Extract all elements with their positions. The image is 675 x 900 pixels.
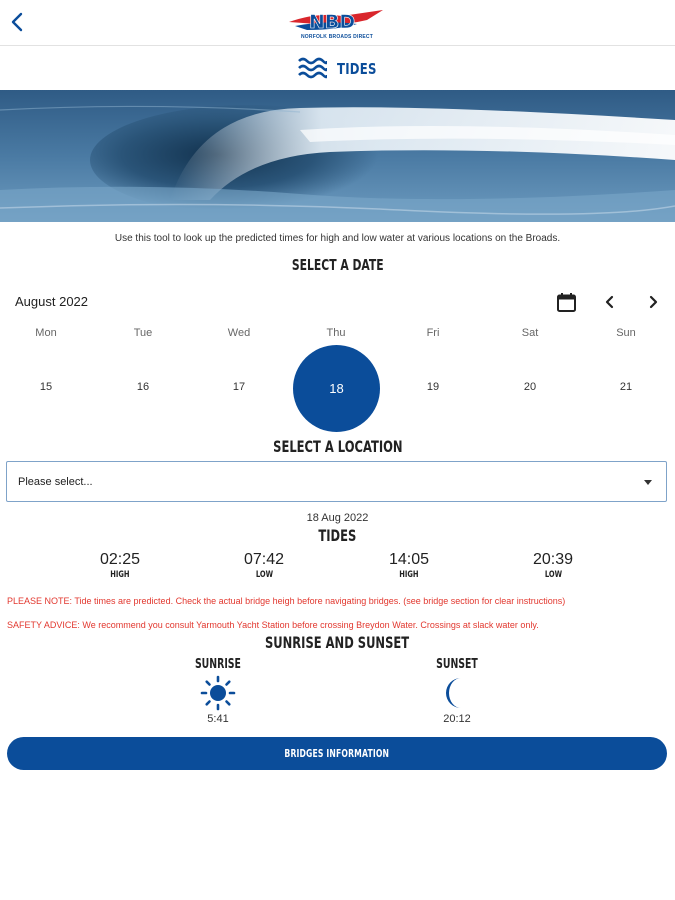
tide-type: LOW — [255, 570, 273, 580]
tides-heading: TIDES — [318, 526, 357, 545]
tide-entry — [508, 551, 598, 580]
weekday-label: Wed — [227, 327, 251, 339]
tide-time: 14:05 — [388, 551, 430, 568]
weekday-label: Fri — [426, 327, 440, 339]
weekday-label: Sun — [616, 327, 636, 339]
page-title: TIDES — [337, 60, 377, 78]
please-note-text: PLEASE NOTE: Tide times are predicted. Check the actual bridge heigh before navigating bridges. (see bridge section for clear instructions) — [7, 596, 566, 606]
sun-icon — [200, 675, 236, 711]
location-select[interactable] — [6, 461, 667, 502]
calendar-day[interactable]: 19 — [426, 381, 440, 393]
tide-entry — [364, 551, 454, 580]
next-week-icon[interactable] — [645, 293, 661, 311]
calendar-day[interactable]: 20 — [523, 381, 537, 393]
location-select-value: Please select... — [18, 476, 93, 488]
sunrise-label: SUNRISE — [194, 657, 241, 672]
calendar-icon[interactable] — [556, 292, 577, 313]
intro-text: Use this tool to look up the predicted times for high and low water at various locations on the Broads. — [114, 233, 561, 244]
safety-advice-text: SAFETY ADVICE: We recommend you consult Yarmouth Yacht Station before crossing Breydon Water. Crossings at slack water only. — [7, 620, 539, 630]
logo-mark — [287, 6, 387, 36]
dropdown-caret-icon — [644, 480, 652, 485]
weekday-label: Thu — [326, 327, 346, 339]
tide-entry — [75, 551, 165, 580]
calendar-day[interactable]: 15 — [39, 381, 53, 393]
logo-text: NORFOLK BROADS DIRECT — [301, 34, 373, 40]
sunset-label: SUNSET — [436, 657, 478, 672]
svg-text:NBD: NBD — [309, 11, 356, 33]
tide-time: 20:39 — [532, 551, 574, 568]
calendar-day-selected[interactable]: 18 — [293, 345, 380, 432]
sunset-block — [412, 657, 502, 725]
weekday-label: Mon — [35, 327, 57, 339]
select-date-heading: SELECT A DATE — [291, 256, 384, 274]
tide-type: LOW — [544, 570, 562, 580]
tide-entry — [219, 551, 309, 580]
sunrise-block — [173, 657, 263, 725]
sunrise-time: 5:41 — [207, 713, 229, 725]
tide-type: HIGH — [399, 570, 419, 580]
calendar-day[interactable]: 21 — [619, 381, 633, 393]
bridges-information-button[interactable]: BRIDGES INFORMATION — [7, 737, 667, 770]
weekday-label: Tue — [133, 327, 153, 339]
sunset-time: 20:12 — [443, 713, 471, 725]
tide-type: HIGH — [110, 570, 130, 580]
tide-time: 07:42 — [243, 551, 285, 568]
tide-time: 02:25 — [99, 551, 141, 568]
waves-icon — [297, 56, 327, 82]
sunrise-sunset-heading: SUNRISE AND SUNSET — [265, 633, 410, 652]
weekday-label: Sat — [521, 327, 539, 339]
calendar-day[interactable]: 17 — [232, 381, 246, 393]
page-title-bar — [0, 52, 675, 86]
app-header — [0, 0, 675, 46]
hero-wave-image — [0, 90, 675, 222]
selected-date-label: 18 Aug 2022 — [306, 512, 369, 524]
prev-week-icon[interactable] — [602, 293, 618, 311]
chevron-left-icon[interactable] — [6, 8, 28, 36]
moon-icon — [439, 675, 475, 711]
select-location-heading: SELECT A LOCATION — [272, 437, 403, 456]
calendar-month: August 2022 — [15, 294, 89, 309]
brand-logo[interactable] — [287, 6, 387, 42]
calendar-day[interactable]: 16 — [136, 381, 150, 393]
